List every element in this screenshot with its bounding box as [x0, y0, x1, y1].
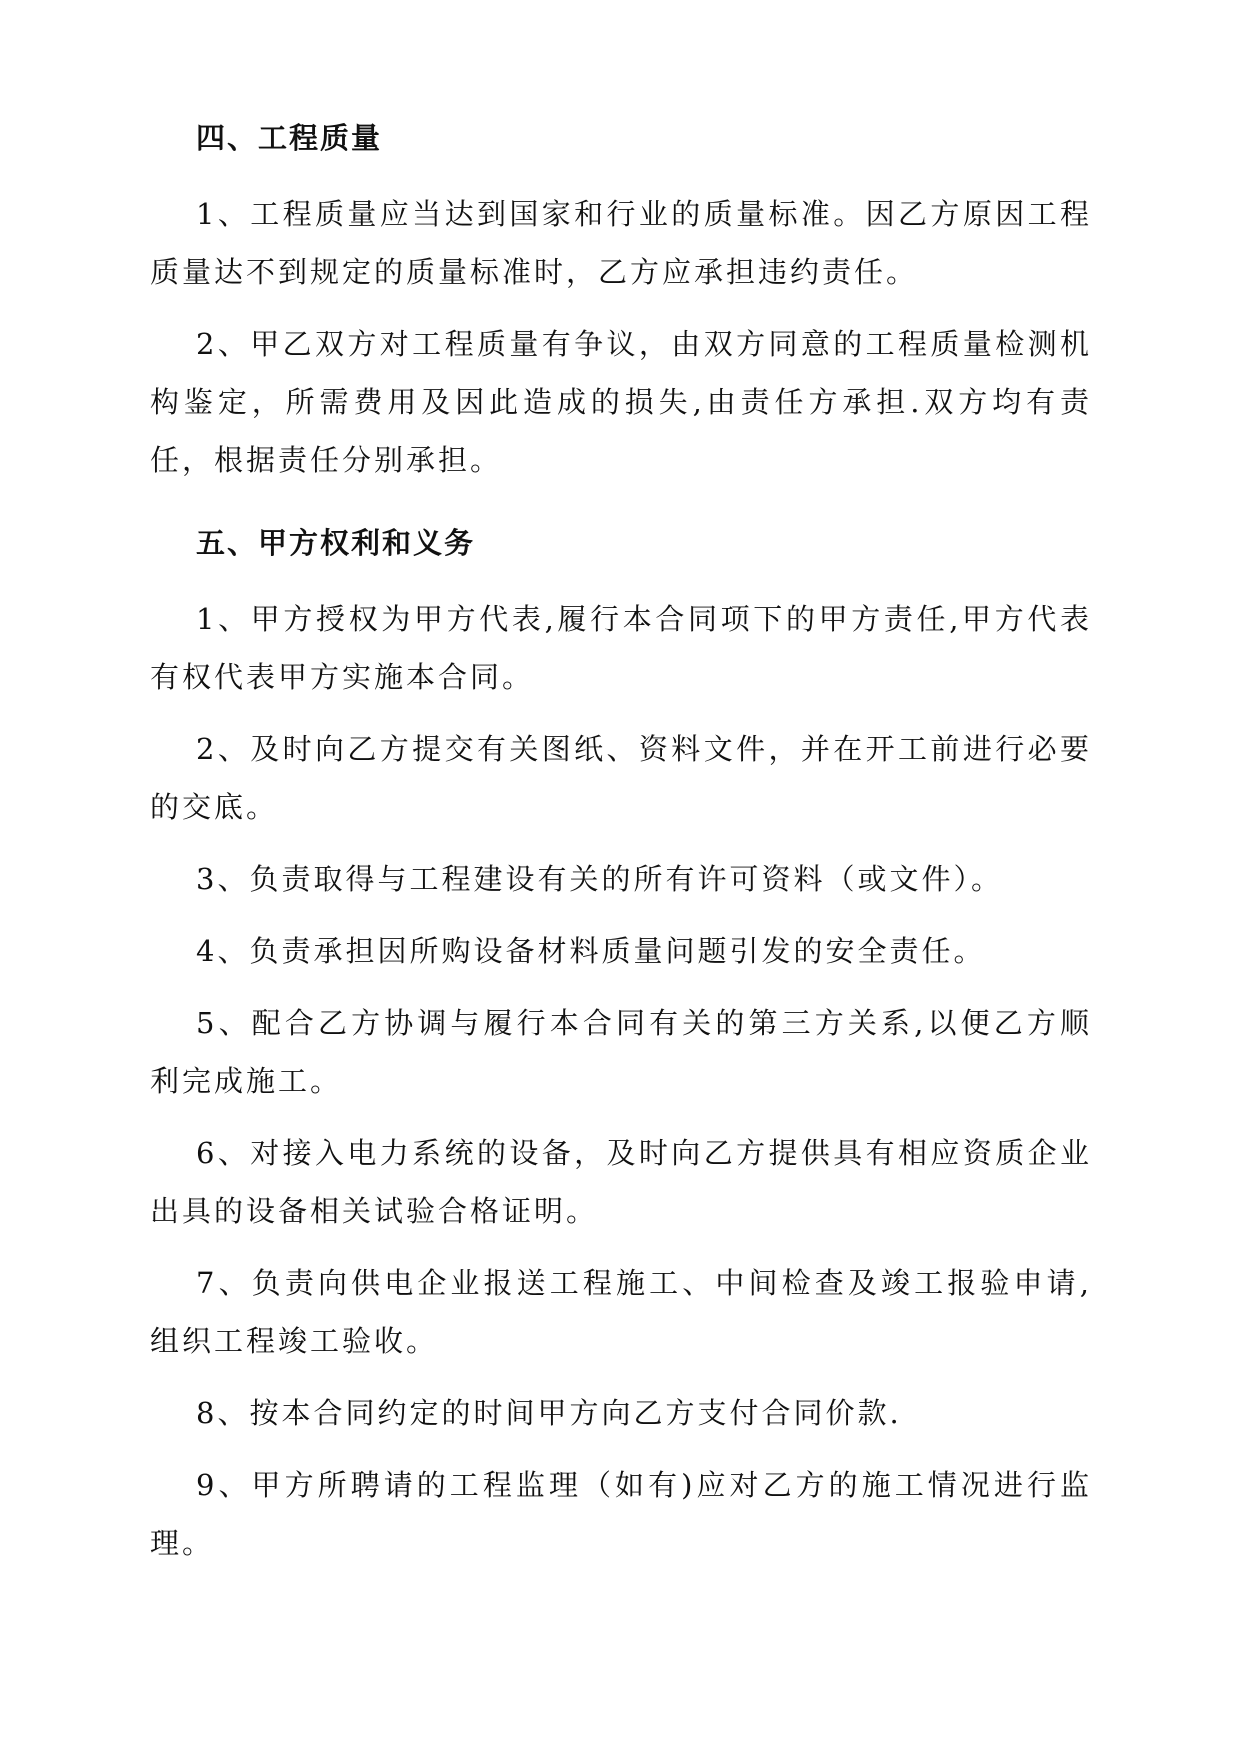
clause-party-a-2: 2、及时向乙方提交有关图纸、资料文件，并在开工前进行必要的交底。: [150, 732, 1092, 824]
clause-party-a-5: 5、配合乙方协调与履行本合同有关的第三方关系,以便乙方顺利完成施工。: [150, 1006, 1092, 1098]
section-title-quality: 四、工程质量: [196, 121, 383, 155]
clause-quality-1: 1、工程质量应当达到国家和行业的质量标准。因乙方原因工程质量达不到规定的质量标准时，乙方应承担违约责任。: [150, 197, 1092, 289]
clause-party-a-3: 3、负责取得与工程建设有关的所有许可资料（或文件）。: [196, 862, 1003, 896]
clause-party-a-9: 9、甲方所聘请的工程监理（如有)应对乙方的施工情况进行监理。: [150, 1468, 1092, 1560]
clause-party-a-8: 8、按本合同约定的时间甲方向乙方支付合同价款.: [196, 1396, 902, 1430]
clause-party-a-1: 1、甲方授权为甲方代表,履行本合同项下的甲方责任,甲方代表有权代表甲方实施本合同。: [150, 602, 1092, 694]
clause-party-a-4: 4、负责承担因所购设备材料质量问题引发的安全责任。: [196, 934, 986, 968]
clause-quality-2: 2、甲乙双方对工程质量有争议，由双方同意的工程质量检测机构鉴定，所需费用及因此造成的损失,由责任方承担.双方均有责任，根据责任分别承担。: [150, 327, 1092, 477]
clause-party-a-6: 6、对接入电力系统的设备，及时向乙方提供具有相应资质企业出具的设备相关试验合格证明。: [150, 1136, 1092, 1228]
document-body: [150, 122, 1092, 1586]
clause-party-a-7: 7、负责向供电企业报送工程施工、中间检查及竣工报验申请,组织工程竣工验收。: [150, 1266, 1092, 1358]
section-title-party-a-rights: 五、甲方权利和义务: [196, 526, 476, 560]
